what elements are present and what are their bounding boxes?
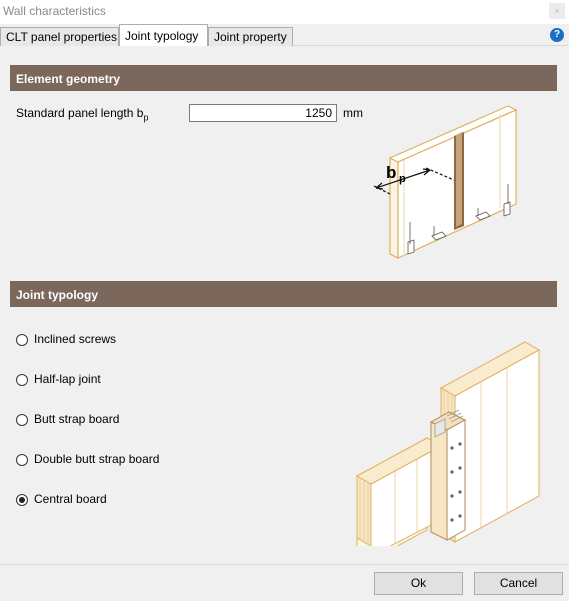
- panel-length-label-text: Standard panel length b: [16, 106, 144, 120]
- radio-label: Central board: [34, 492, 107, 506]
- cancel-button[interactable]: Cancel: [474, 572, 563, 595]
- window-title: Wall characteristics: [3, 4, 106, 18]
- radio-label: Double butt strap board: [34, 452, 160, 466]
- tab-clt-panel-properties[interactable]: CLT panel properties: [0, 27, 119, 46]
- help-icon[interactable]: ?: [550, 28, 564, 42]
- content-panel: [0, 46, 569, 564]
- radio-button[interactable]: [16, 414, 28, 426]
- tab-joint-property[interactable]: Joint property: [208, 27, 293, 46]
- tab-joint-typology[interactable]: Joint typology: [119, 24, 208, 46]
- panel-length-unit: mm: [343, 106, 363, 120]
- title-bar: [0, 0, 569, 24]
- ok-button[interactable]: Ok: [374, 572, 463, 595]
- radio-button-selected[interactable]: [16, 494, 28, 506]
- diagram-bp-label: b: [386, 163, 397, 182]
- panel-length-label-subscript: p: [143, 112, 149, 123]
- button-bar: [0, 564, 569, 601]
- radio-button[interactable]: [16, 454, 28, 466]
- panel-length-label: [16, 106, 148, 122]
- diagram-bp-subscript: p: [399, 173, 406, 185]
- panel-length-input[interactable]: [189, 104, 337, 122]
- section-header-joint-typology: Joint typology: [10, 281, 557, 307]
- panel-geometry-diagram: [368, 104, 518, 262]
- section-header-element-geometry: Element geometry: [10, 65, 557, 91]
- radio-label: Butt strap board: [34, 412, 120, 426]
- close-icon[interactable]: ×: [549, 3, 565, 19]
- tab-strip: [0, 24, 569, 46]
- radio-button[interactable]: [16, 374, 28, 386]
- radio-button[interactable]: [16, 334, 28, 346]
- radio-label: Half-lap joint: [34, 372, 101, 386]
- radio-label: Inclined screws: [34, 332, 117, 346]
- central-board-joint-diagram: [355, 320, 547, 546]
